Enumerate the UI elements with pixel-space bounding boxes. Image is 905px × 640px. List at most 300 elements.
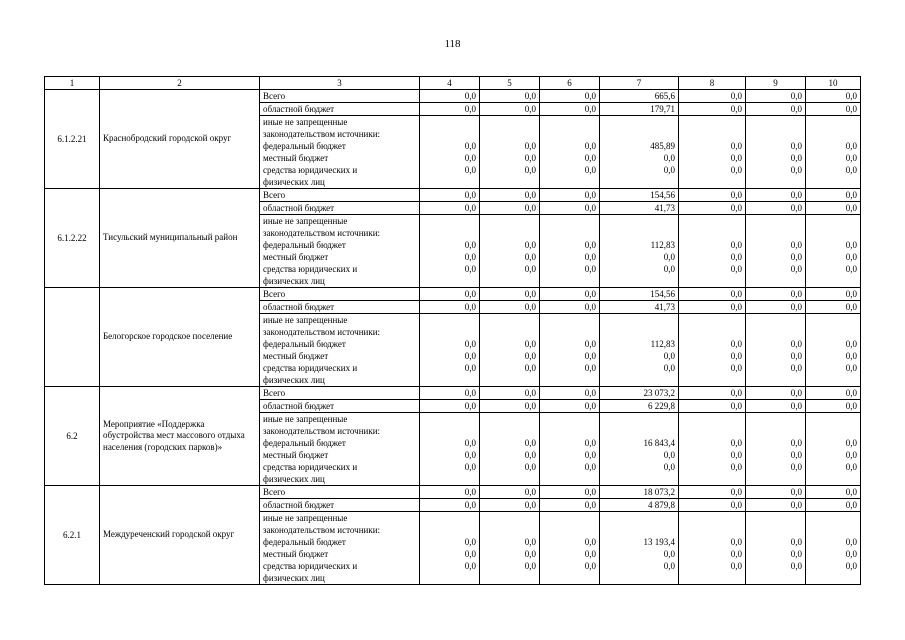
value-cell: 0,0	[480, 486, 540, 499]
value-cell	[806, 572, 861, 585]
value-cell	[746, 572, 806, 585]
value-cell: 0,0	[480, 548, 540, 560]
value-cell	[480, 512, 540, 525]
value-cell	[540, 215, 600, 228]
value-cell	[679, 425, 746, 437]
value-cell: 0,0	[420, 202, 480, 215]
value-cell	[420, 215, 480, 228]
value-cell	[806, 326, 861, 338]
value-cell	[806, 128, 861, 140]
funding-source-label: физических лиц	[260, 374, 420, 387]
value-cell: 0,0	[540, 338, 600, 350]
value-cell: 41,73	[600, 301, 679, 314]
value-cell	[600, 116, 679, 129]
value-cell	[679, 473, 746, 486]
value-cell	[420, 275, 480, 288]
value-cell	[540, 512, 600, 525]
col-header: 7	[600, 77, 679, 90]
value-cell: 0,0	[540, 560, 600, 572]
value-cell	[746, 413, 806, 426]
funding-source-label: местный бюджет	[260, 350, 420, 362]
funding-source-label: законодательством источники:	[260, 227, 420, 239]
value-cell: 0,0	[679, 548, 746, 560]
funding-source-label: федеральный бюджет	[260, 437, 420, 449]
value-cell: 0,0	[679, 486, 746, 499]
value-cell: 0,0	[679, 239, 746, 251]
value-cell	[806, 512, 861, 525]
value-cell: 0,0	[806, 400, 861, 413]
value-cell: 0,0	[600, 548, 679, 560]
value-cell	[806, 473, 861, 486]
value-cell: 0,0	[420, 437, 480, 449]
funding-source-label: областной бюджет	[260, 499, 420, 512]
value-cell: 0,0	[540, 400, 600, 413]
funding-source-label: Всего	[260, 387, 420, 400]
value-cell	[480, 227, 540, 239]
value-cell	[420, 128, 480, 140]
value-cell: 0,0	[420, 239, 480, 251]
value-cell: 0,0	[806, 362, 861, 374]
value-cell: 0,0	[679, 387, 746, 400]
value-cell: 0,0	[679, 338, 746, 350]
funding-source-label: средства юридических и	[260, 164, 420, 176]
value-cell: 0,0	[679, 400, 746, 413]
value-cell: 0,0	[746, 449, 806, 461]
value-cell: 0,0	[420, 338, 480, 350]
value-cell	[679, 524, 746, 536]
value-cell: 0,0	[746, 103, 806, 116]
row-name: Тисульский муниципальный район	[100, 189, 260, 288]
funding-source-label: местный бюджет	[260, 251, 420, 263]
value-cell: 0,0	[806, 486, 861, 499]
value-cell: 0,0	[420, 189, 480, 202]
value-cell	[746, 227, 806, 239]
value-cell: 0,0	[420, 387, 480, 400]
funding-source-label: Всего	[260, 189, 420, 202]
funding-source-label: Всего	[260, 288, 420, 301]
value-cell: 0,0	[540, 263, 600, 275]
col-header: 1	[45, 77, 100, 90]
funding-source-label: физических лиц	[260, 572, 420, 585]
value-cell: 0,0	[746, 251, 806, 263]
value-cell: 0,0	[480, 202, 540, 215]
value-cell: 0,0	[540, 536, 600, 548]
value-cell: 0,0	[480, 350, 540, 362]
value-cell	[420, 524, 480, 536]
value-cell: 0,0	[420, 350, 480, 362]
value-cell: 0,0	[806, 103, 861, 116]
header-row	[45, 77, 861, 90]
value-cell: 0,0	[679, 152, 746, 164]
value-cell: 0,0	[679, 288, 746, 301]
value-cell: 0,0	[540, 350, 600, 362]
value-cell: 0,0	[540, 140, 600, 152]
value-cell	[600, 326, 679, 338]
row-code: 6.2.1	[45, 486, 100, 585]
value-cell	[806, 227, 861, 239]
col-header: 8	[679, 77, 746, 90]
value-cell: 0,0	[540, 437, 600, 449]
value-cell	[420, 473, 480, 486]
value-cell	[746, 128, 806, 140]
value-cell: 0,0	[480, 536, 540, 548]
value-cell	[480, 215, 540, 228]
value-cell	[679, 176, 746, 189]
value-cell: 0,0	[600, 560, 679, 572]
value-cell: 0,0	[746, 263, 806, 275]
table-row	[45, 486, 861, 499]
value-cell: 0,0	[420, 103, 480, 116]
value-cell: 0,0	[746, 189, 806, 202]
row-name: Мероприятие «Поддержка обустройства мест массового отдыха населения (городских парков)»	[100, 387, 260, 486]
value-cell: 0,0	[806, 202, 861, 215]
value-cell: 0,0	[480, 251, 540, 263]
value-cell	[600, 215, 679, 228]
value-cell	[806, 425, 861, 437]
value-cell	[600, 176, 679, 189]
funding-source-label: федеральный бюджет	[260, 536, 420, 548]
value-cell: 0,0	[420, 362, 480, 374]
budget-table	[44, 76, 861, 585]
value-cell: 0,0	[806, 90, 861, 103]
value-cell: 0,0	[806, 437, 861, 449]
value-cell	[540, 425, 600, 437]
row-code	[45, 288, 100, 387]
value-cell: 0,0	[540, 152, 600, 164]
value-cell: 0,0	[746, 400, 806, 413]
value-cell	[679, 128, 746, 140]
funding-source-label: федеральный бюджет	[260, 140, 420, 152]
value-cell: 0,0	[600, 152, 679, 164]
value-cell: 0,0	[420, 164, 480, 176]
row-code: 6.1.2.22	[45, 189, 100, 288]
value-cell: 0,0	[540, 288, 600, 301]
funding-source-label: иные не запрещенные	[260, 413, 420, 426]
value-cell: 0,0	[746, 140, 806, 152]
value-cell	[600, 512, 679, 525]
value-cell: 0,0	[600, 164, 679, 176]
value-cell	[420, 425, 480, 437]
value-cell: 0,0	[540, 362, 600, 374]
value-cell	[746, 512, 806, 525]
value-cell: 0,0	[480, 103, 540, 116]
value-cell	[679, 275, 746, 288]
value-cell	[480, 425, 540, 437]
value-cell	[600, 524, 679, 536]
row-name: Белогорское городское поселение	[100, 288, 260, 387]
value-cell: 0,0	[540, 251, 600, 263]
value-cell: 0,0	[679, 164, 746, 176]
col-header: 6	[540, 77, 600, 90]
value-cell	[600, 374, 679, 387]
funding-source-label: областной бюджет	[260, 202, 420, 215]
value-cell	[480, 413, 540, 426]
value-cell: 0,0	[746, 239, 806, 251]
value-cell	[600, 314, 679, 327]
value-cell: 0,0	[540, 164, 600, 176]
value-cell	[679, 116, 746, 129]
value-cell	[420, 314, 480, 327]
value-cell: 0,0	[806, 140, 861, 152]
col-header: 5	[480, 77, 540, 90]
value-cell: 0,0	[540, 486, 600, 499]
value-cell	[746, 425, 806, 437]
value-cell	[679, 413, 746, 426]
value-cell: 0,0	[480, 189, 540, 202]
value-cell: 0,0	[679, 437, 746, 449]
funding-source-label: местный бюджет	[260, 152, 420, 164]
value-cell	[480, 473, 540, 486]
value-cell	[480, 374, 540, 387]
value-cell	[420, 116, 480, 129]
value-cell: 4 879,8	[600, 499, 679, 512]
value-cell	[600, 413, 679, 426]
value-cell: 0,0	[540, 103, 600, 116]
value-cell: 0,0	[746, 301, 806, 314]
value-cell: 0,0	[746, 437, 806, 449]
value-cell	[806, 215, 861, 228]
value-cell	[540, 326, 600, 338]
value-cell: 0,0	[600, 362, 679, 374]
value-cell: 179,71	[600, 103, 679, 116]
value-cell: 0,0	[746, 362, 806, 374]
funding-source-label: средства юридических и	[260, 263, 420, 275]
funding-source-label: областной бюджет	[260, 400, 420, 413]
col-header: 3	[260, 77, 420, 90]
table-row	[45, 90, 861, 103]
row-code: 6.1.2.21	[45, 90, 100, 189]
funding-source-label: средства юридических и	[260, 560, 420, 572]
value-cell	[600, 128, 679, 140]
value-cell	[679, 572, 746, 585]
value-cell: 0,0	[420, 288, 480, 301]
value-cell: 0,0	[679, 140, 746, 152]
value-cell: 0,0	[480, 301, 540, 314]
value-cell: 0,0	[420, 536, 480, 548]
value-cell: 0,0	[420, 560, 480, 572]
funding-source-label: иные не запрещенные	[260, 314, 420, 327]
value-cell: 665,6	[600, 90, 679, 103]
value-cell: 0,0	[480, 400, 540, 413]
value-cell: 485,89	[600, 140, 679, 152]
col-header: 10	[806, 77, 861, 90]
value-cell: 0,0	[480, 140, 540, 152]
value-cell: 112,83	[600, 338, 679, 350]
value-cell	[480, 116, 540, 129]
value-cell: 0,0	[420, 461, 480, 473]
value-cell: 0,0	[540, 189, 600, 202]
value-cell	[600, 227, 679, 239]
value-cell	[480, 326, 540, 338]
row-code: 6.2	[45, 387, 100, 486]
value-cell: 0,0	[806, 251, 861, 263]
row-name: Краснобродский городской округ	[100, 90, 260, 189]
value-cell	[480, 524, 540, 536]
value-cell: 0,0	[746, 152, 806, 164]
value-cell	[540, 572, 600, 585]
value-cell: 0,0	[806, 449, 861, 461]
row-name: Междуреченский городской округ	[100, 486, 260, 585]
value-cell	[746, 524, 806, 536]
value-cell: 0,0	[679, 560, 746, 572]
value-cell	[679, 374, 746, 387]
value-cell	[746, 176, 806, 189]
value-cell: 0,0	[540, 461, 600, 473]
value-cell: 0,0	[806, 152, 861, 164]
value-cell: 0,0	[679, 350, 746, 362]
col-header: 9	[746, 77, 806, 90]
value-cell: 0,0	[600, 251, 679, 263]
value-cell: 41,73	[600, 202, 679, 215]
table-row	[45, 189, 861, 202]
value-cell: 0,0	[746, 548, 806, 560]
value-cell	[600, 275, 679, 288]
funding-source-label: физических лиц	[260, 473, 420, 486]
funding-source-label: средства юридических и	[260, 461, 420, 473]
value-cell: 0,0	[540, 202, 600, 215]
value-cell: 0,0	[600, 350, 679, 362]
value-cell	[806, 116, 861, 129]
funding-source-label: местный бюджет	[260, 548, 420, 560]
value-cell	[806, 413, 861, 426]
funding-source-label: местный бюджет	[260, 449, 420, 461]
value-cell: 0,0	[480, 164, 540, 176]
value-cell	[806, 176, 861, 189]
value-cell	[679, 512, 746, 525]
funding-source-label: физических лиц	[260, 176, 420, 189]
value-cell	[540, 275, 600, 288]
value-cell	[679, 326, 746, 338]
value-cell: 0,0	[746, 560, 806, 572]
value-cell: 0,0	[480, 90, 540, 103]
value-cell: 0,0	[540, 387, 600, 400]
value-cell: 6 229,8	[600, 400, 679, 413]
value-cell: 0,0	[420, 486, 480, 499]
value-cell: 0,0	[679, 103, 746, 116]
value-cell	[540, 473, 600, 486]
value-cell	[806, 524, 861, 536]
value-cell	[600, 572, 679, 585]
value-cell	[746, 473, 806, 486]
value-cell: 0,0	[746, 90, 806, 103]
funding-source-label: федеральный бюджет	[260, 338, 420, 350]
value-cell: 154,56	[600, 288, 679, 301]
value-cell: 0,0	[746, 164, 806, 176]
value-cell: 0,0	[480, 449, 540, 461]
value-cell: 0,0	[806, 560, 861, 572]
value-cell	[480, 314, 540, 327]
value-cell	[420, 176, 480, 189]
value-cell: 154,56	[600, 189, 679, 202]
value-cell	[480, 176, 540, 189]
page-number: 118	[444, 38, 461, 50]
value-cell	[806, 275, 861, 288]
value-cell	[679, 314, 746, 327]
funding-source-label: законодательством источники:	[260, 524, 420, 536]
value-cell: 0,0	[480, 461, 540, 473]
value-cell: 0,0	[679, 362, 746, 374]
value-cell	[746, 215, 806, 228]
value-cell	[746, 275, 806, 288]
value-cell: 0,0	[679, 449, 746, 461]
value-cell: 0,0	[420, 449, 480, 461]
value-cell	[806, 314, 861, 327]
value-cell: 0,0	[420, 140, 480, 152]
value-cell: 0,0	[679, 499, 746, 512]
value-cell: 0,0	[480, 362, 540, 374]
value-cell: 0,0	[679, 202, 746, 215]
value-cell: 18 073,2	[600, 486, 679, 499]
funding-source-label: физических лиц	[260, 275, 420, 288]
value-cell: 0,0	[480, 387, 540, 400]
value-cell: 0,0	[420, 400, 480, 413]
value-cell	[540, 413, 600, 426]
value-cell: 0,0	[480, 288, 540, 301]
funding-source-label: областной бюджет	[260, 301, 420, 314]
value-cell	[540, 176, 600, 189]
value-cell: 0,0	[679, 263, 746, 275]
value-cell: 0,0	[420, 499, 480, 512]
value-cell: 0,0	[679, 251, 746, 263]
funding-source-label: Всего	[260, 90, 420, 103]
value-cell: 0,0	[480, 263, 540, 275]
value-cell: 0,0	[806, 387, 861, 400]
value-cell: 0,0	[746, 461, 806, 473]
value-cell	[600, 473, 679, 486]
value-cell: 0,0	[806, 263, 861, 275]
value-cell	[540, 314, 600, 327]
funding-source-label: иные не запрещенные	[260, 116, 420, 129]
value-cell: 0,0	[420, 90, 480, 103]
value-cell: 0,0	[806, 189, 861, 202]
value-cell	[480, 275, 540, 288]
value-cell: 0,0	[540, 301, 600, 314]
value-cell	[679, 215, 746, 228]
funding-source-label: иные не запрещенные	[260, 215, 420, 228]
funding-source-label: иные не запрещенные	[260, 512, 420, 525]
value-cell: 0,0	[540, 449, 600, 461]
value-cell	[540, 374, 600, 387]
value-cell	[420, 413, 480, 426]
value-cell: 0,0	[746, 350, 806, 362]
value-cell	[420, 572, 480, 585]
funding-source-label: законодательством источники:	[260, 128, 420, 140]
value-cell	[480, 572, 540, 585]
value-cell: 13 193,4	[600, 536, 679, 548]
table-row	[45, 387, 861, 400]
value-cell: 0,0	[480, 152, 540, 164]
value-cell: 0,0	[806, 239, 861, 251]
value-cell	[806, 374, 861, 387]
value-cell: 0,0	[480, 560, 540, 572]
value-cell: 0,0	[679, 90, 746, 103]
value-cell: 0,0	[600, 461, 679, 473]
value-cell: 0,0	[480, 499, 540, 512]
value-cell: 0,0	[480, 437, 540, 449]
value-cell	[540, 227, 600, 239]
funding-source-label: законодательством источники:	[260, 425, 420, 437]
value-cell: 0,0	[420, 301, 480, 314]
value-cell: 16 843,4	[600, 437, 679, 449]
value-cell: 0,0	[806, 499, 861, 512]
value-cell: 112,83	[600, 239, 679, 251]
value-cell: 0,0	[540, 499, 600, 512]
value-cell: 0,0	[540, 548, 600, 560]
value-cell	[420, 227, 480, 239]
value-cell: 0,0	[806, 536, 861, 548]
value-cell	[420, 512, 480, 525]
value-cell	[746, 314, 806, 327]
